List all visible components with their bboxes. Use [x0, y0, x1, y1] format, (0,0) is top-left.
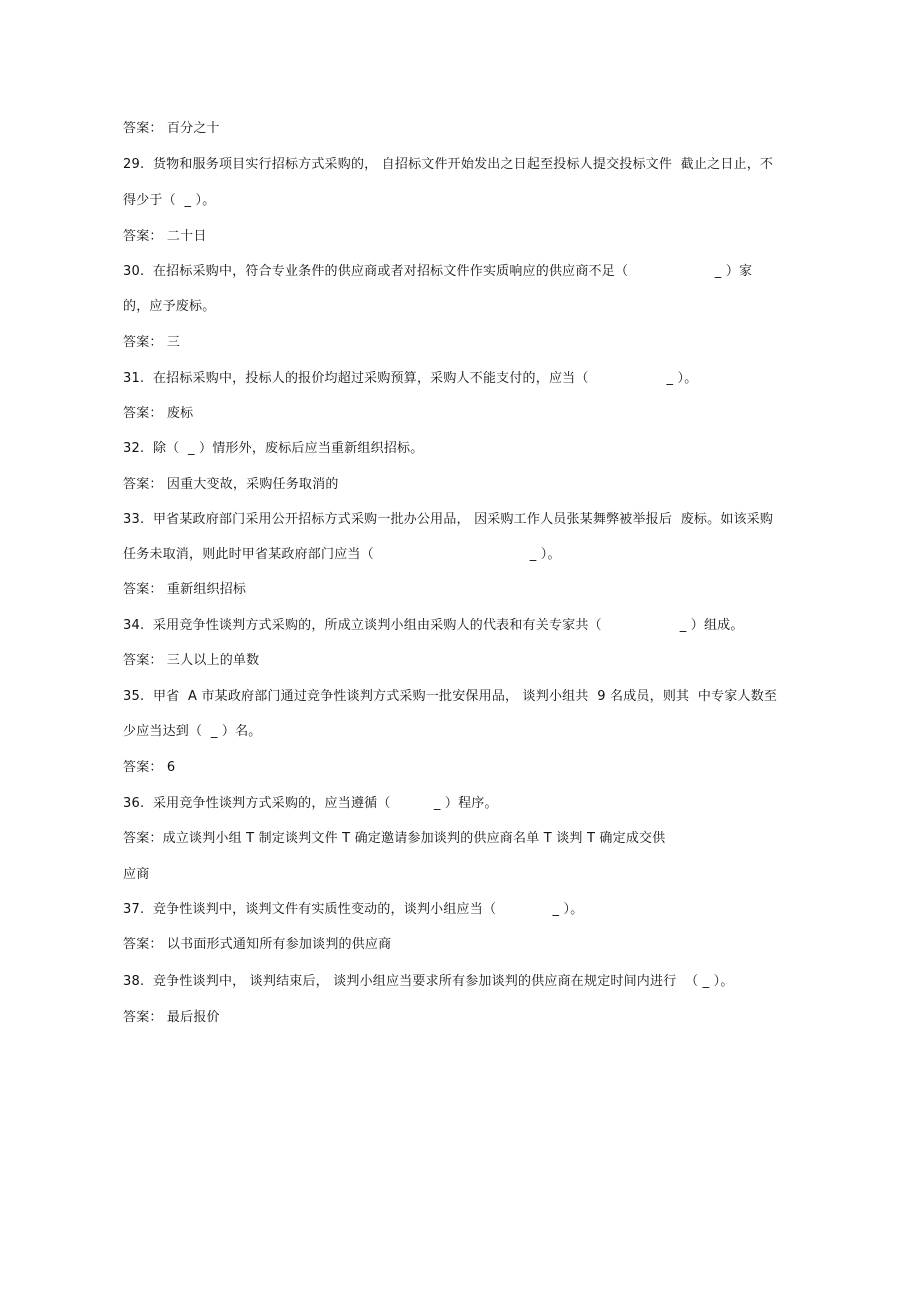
question-29-line-1: 29. 货物和服务项目实行招标方式采购的， 自招标文件开始发出之日起至投标人提交投标文件 截止之日止，不 — [123, 157, 774, 172]
answer-34: 答案： 三人以上的单数 — [123, 653, 260, 668]
answer-29: 答案： 二十日 — [123, 229, 207, 244]
answer-35: 答案： 6 — [123, 760, 176, 775]
question-34: 34. 采用竞争性谈判方式采购的，所成立谈判小组由采购人的代表和有关专家共（ _ ）组成。 — [123, 618, 744, 633]
question-33-line-2: 任务未取消，则此时甲省某政府部门应当（ _ ）。 — [123, 547, 561, 562]
question-30-line-2: 的，应予废标。 — [123, 299, 216, 314]
answer-31: 答案： 废标 — [123, 406, 194, 421]
answer-33: 答案： 重新组织招标 — [123, 582, 247, 597]
answer-32: 答案： 因重大变故，采购任务取消的 — [123, 477, 339, 492]
question-36: 36. 采用竞争性谈判方式采购的，应当遵循（ _ ）程序。 — [123, 796, 498, 811]
answer-38: 答案： 最后报价 — [123, 1010, 220, 1025]
question-35-line-1: 35. 甲省 A 市某政府部门通过竞争性谈判方式采购一批安保用品， 谈判小组共 9 名成员，则其 中专家人数至 — [123, 689, 778, 704]
question-35-line-2: 少应当达到（ _ ）名。 — [123, 724, 262, 739]
question-37: 37. 竞争性谈判中，谈判文件有实质性变动的，谈判小组应当（ _ ）。 — [123, 902, 584, 917]
answer-28: 答案： 百分之十 — [123, 121, 220, 136]
question-29-line-2: 得少于（ _ ）。 — [123, 193, 216, 208]
question-38: 38. 竞争性谈判中， 谈判结束后， 谈判小组应当要求所有参加谈判的供应商在规定时间内进行 （ _ ）。 — [123, 974, 734, 989]
question-32: 32. 除（ _ ）情形外，废标后应当重新组织招标。 — [123, 441, 424, 456]
question-31: 31. 在招标采购中，投标人的报价均超过采购预算，采购人不能支付的，应当（ _ ）。 — [123, 371, 698, 386]
answer-30: 答案： 三 — [123, 335, 181, 350]
answer-36-line-1: 答案：成立谈判小组 T 制定谈判文件 T 确定邀请参加谈判的供应商名单 T 谈判 T 确定成交供 — [123, 831, 666, 846]
answer-37: 答案： 以书面形式通知所有参加谈判的供应商 — [123, 937, 392, 952]
question-30-line-1: 30. 在招标采购中，符合专业条件的供应商或者对招标文件作实质响应的供应商不足（ _ ）家 — [123, 264, 753, 279]
question-33-line-1: 33. 甲省某政府部门采用公开招标方式采购一批办公用品， 因采购工作人员张某舞弊被举报后 废标。如该采购 — [123, 512, 774, 527]
answer-36-line-2: 应商 — [123, 867, 150, 882]
